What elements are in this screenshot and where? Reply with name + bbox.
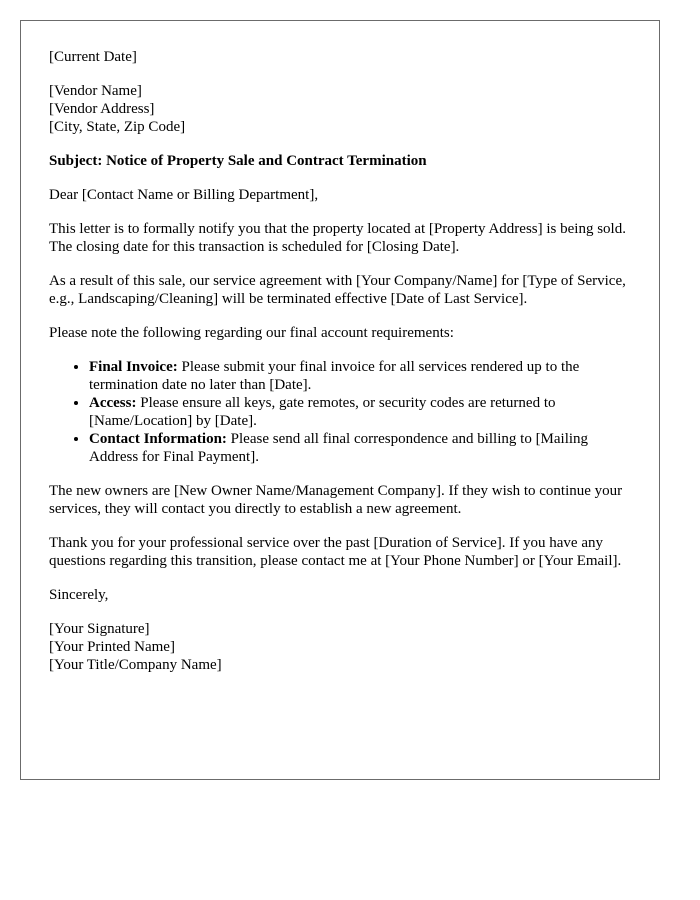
requirement-text: Please submit your final invoice for all services rendered up to the termination date no later than [Date]. [89,359,580,393]
thank-you-paragraph: Thank you for your professional service over the past [Duration of Service]. If you have any questions regarding this transition, please contact me at [Your Phone Number] or [Your Email]. [49,535,622,569]
vendor-address-block [49,82,631,136]
requirement-item-final-invoice [89,358,631,394]
requirement-label: Contact Information: [89,431,227,447]
salutation: Dear [Contact Name or Billing Department], [49,187,319,203]
requirement-text: Please ensure all keys, gate remotes, or security codes are returned to [Name/Location] by [Date]. [89,395,556,429]
termination-paragraph: As a result of this sale, our service agreement with [Your Company/Name] for [Type of Service, e.g., Landscaping/Cleaning] will be terminated effective [Date of Last Service]. [49,273,626,307]
requirement-item-access [89,394,631,430]
requirements-intro: Please note the following regarding our final account requirements: [49,325,454,341]
letter-subject: Subject: Notice of Property Sale and Contract Termination [49,153,427,169]
signature-block [49,620,631,674]
requirement-text: Please send all final correspondence and billing to [Mailing Address for Final Payment]. [89,431,589,465]
printed-name: [Your Printed Name] [49,639,175,655]
requirements-list [49,358,631,466]
letter-date: [Current Date] [49,49,137,65]
signature-line: [Your Signature] [49,621,150,637]
vendor-name: [Vendor Name] [49,83,142,99]
signoff: Sincerely, [49,587,109,603]
letter-page [20,20,660,780]
requirement-item-contact-information [89,430,631,466]
new-owners-paragraph: The new owners are [New Owner Name/Management Company]. If they wish to continue your services, they will contact you directly to establish a new agreement. [49,483,623,517]
title-company: [Your Title/Company Name] [49,657,222,673]
requirement-label: Final Invoice: [89,359,178,375]
requirement-label: Access: [89,395,137,411]
vendor-city-state-zip: [City, State, Zip Code] [49,119,186,135]
notice-paragraph: This letter is to formally notify you that the property located at [Property Address] is being sold. The closing date for this transaction is scheduled for [Closing Date]. [49,221,626,255]
vendor-address: [Vendor Address] [49,101,155,117]
